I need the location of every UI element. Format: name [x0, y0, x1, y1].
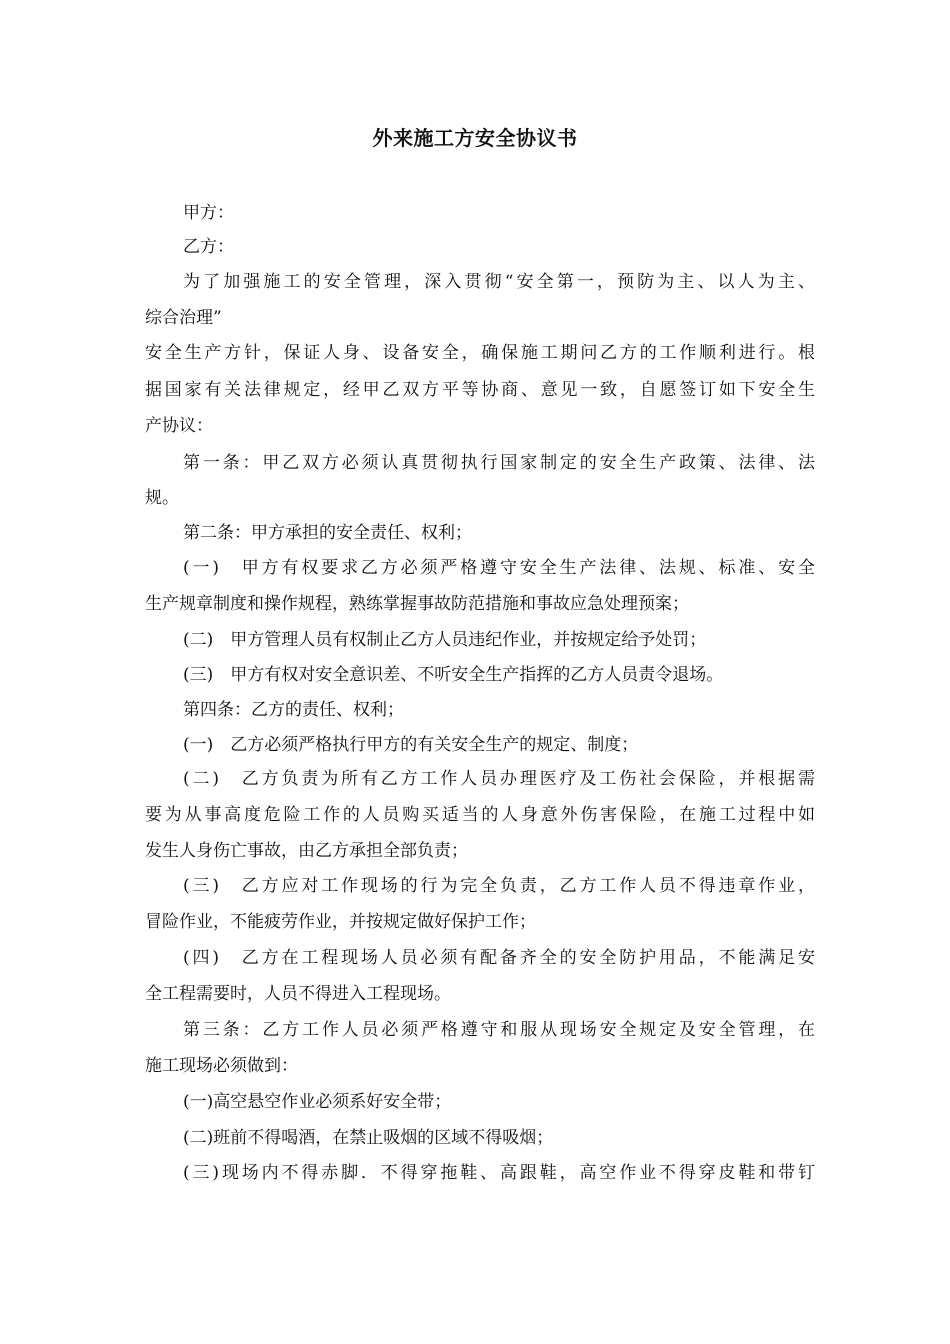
article-4-heading: 第四条：乙方的责任、权利； — [183, 700, 404, 720]
article-4-item: 全工程需要时，人员不得进入工程现场。 — [145, 984, 451, 1004]
party-b-line: 乙方： — [183, 237, 234, 257]
intro-paragraph-line: 安全生产方针，保证人身、设备安全，确保施工期问乙方的工作顺利进行。根 — [145, 343, 815, 363]
intro-paragraph-line: 据国家有关法律规定，经甲乙双方平等协商、意见一致，自愿签订如下安全生 — [145, 380, 815, 400]
article-4-item: (一) 乙方必须严格执行甲方的有关安全生产的规定、制度； — [183, 735, 639, 755]
article-2-item: (二) 甲方管理人员有权制止乙方人员违纪作业，并按规定给予处罚； — [183, 630, 707, 650]
article-3-heading: 施工现场必须做到： — [145, 1056, 298, 1076]
article-4-item: (三) 乙方应对工作现场的行为完全负责，乙方工作人员不得违章作业， — [183, 876, 815, 896]
article-2-item: (一) 甲方有权要求乙方必须严格遵守安全生产法律、法规、标准、安全 — [183, 558, 815, 578]
article-4-item: 冒险作业，不能疲劳作业，并按规定做好保护工作； — [145, 912, 536, 932]
article-2-item: 生产规章制度和操作规程，熟练掌握事故防范措施和事故应急处理预案； — [145, 594, 689, 614]
document-title: 外来施工方安全协议书 — [372, 126, 578, 150]
article-4-item: 发生人身伤亡事故，由乙方承担全部负责； — [145, 841, 468, 861]
article-3-item: (一)高空悬空作业必须系好安全带； — [183, 1092, 452, 1112]
article-1-line: 第一条：甲乙双方必须认真贯彻执行国家制定的安全生产政策、法律、法 — [183, 453, 815, 473]
article-4-item: (四) 乙方在工程现场人员必须有配备齐全的安全防护用品，不能满足安 — [183, 948, 815, 968]
article-3-item: (二)班前不得喝酒，在禁止吸烟的区域不得吸烟； — [183, 1128, 554, 1148]
article-1-line: 规。 — [145, 488, 179, 508]
intro-paragraph-line: 产协议： — [145, 416, 213, 436]
article-4-item: (二) 乙方负责为所有乙方工作人员办理医疗及工伤社会保险，并根据需 — [183, 769, 815, 789]
article-2-item: (三) 甲方有权对安全意识差、不听安全生产指挥的乙方人员责令退场。 — [183, 665, 724, 685]
article-3-heading: 第三条：乙方工作人员必须严格遵守和服从现场安全规定及安全管理，在 — [183, 1020, 815, 1040]
article-2-heading: 第二条：甲方承担的安全责任、权利； — [183, 523, 472, 543]
party-a-line: 甲方： — [183, 203, 234, 223]
article-3-item: (三)现场内不得赤脚．不得穿拖鞋、高跟鞋，高空作业不得穿皮鞋和带钉 — [183, 1163, 815, 1183]
intro-paragraph-line: 综合治理” — [145, 308, 222, 328]
article-4-item: 要为从事高度危险工作的人员购买适当的人身意外伤害保险，在施工过程中如 — [145, 805, 815, 825]
intro-paragraph-line: 为了加强施工的安全管理，深入贯彻“安全第一，预防为主、以人为主、 — [183, 272, 815, 292]
